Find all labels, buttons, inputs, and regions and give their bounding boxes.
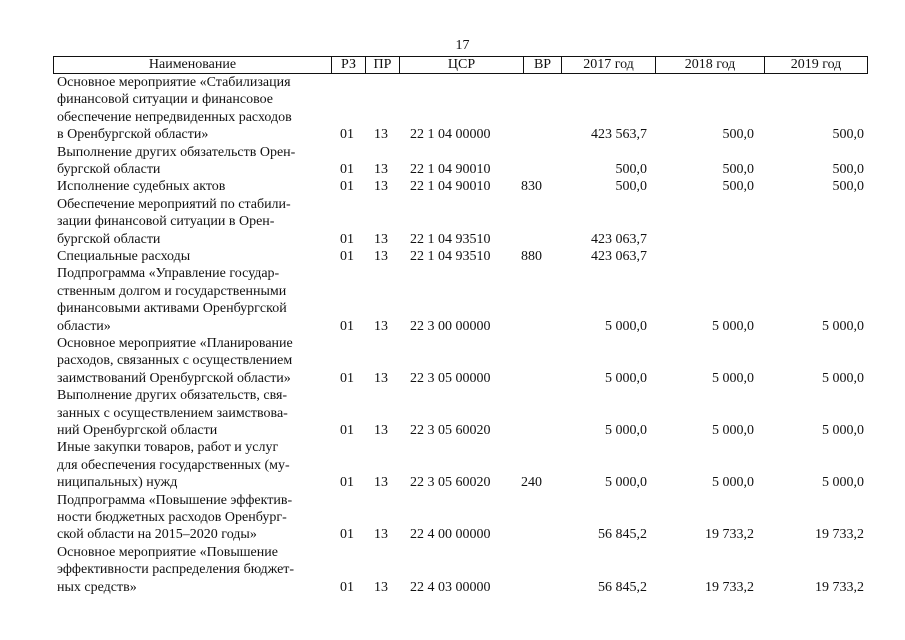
row-2018: 5 000,0 [712, 370, 754, 386]
row-name [57, 248, 319, 265]
row-2019: 19 733,2 [815, 579, 864, 595]
header-vr: ВР [524, 57, 562, 73]
row-rz: 01 [340, 231, 354, 247]
row-pr: 13 [374, 475, 388, 491]
page-number: 17 [455, 38, 470, 53]
row-2017: 56 845,2 [598, 579, 647, 595]
row-rz: 01 [340, 370, 354, 386]
header-2018: 2018 год [656, 57, 765, 73]
table-row [0, 492, 905, 544]
row-2017: 56 845,2 [598, 527, 647, 543]
row-rz: 01 [340, 527, 354, 543]
row-name-line: Иные закупки товаров, работ и услуг [57, 440, 279, 456]
row-name-line: ской области на 2015–2020 годы» [57, 527, 257, 543]
row-rz: 01 [340, 248, 354, 264]
row-name [57, 387, 319, 439]
row-pr: 13 [374, 161, 388, 177]
row-pr: 13 [374, 179, 388, 195]
row-name-line: обеспечение непредвиденных расходов [57, 109, 292, 125]
row-name-line: расходов, связанных с осуществлением [57, 353, 293, 369]
row-2018: 500,0 [722, 161, 754, 177]
row-2019: 5 000,0 [822, 475, 864, 491]
row-2017: 5 000,0 [605, 318, 647, 334]
row-name-line: Подпрограмма «Повышение эффектив- [57, 492, 293, 508]
row-name-line: ниципальных) нужд [57, 475, 178, 491]
row-name [57, 544, 319, 596]
table-row [0, 144, 905, 179]
row-2017: 500,0 [615, 179, 647, 195]
row-name-line: бургской области [57, 162, 161, 177]
row-pr: 13 [374, 318, 388, 334]
row-csr: 22 3 05 00000 [410, 370, 491, 386]
row-name-line: ных средств» [57, 579, 137, 595]
row-vr: 880 [521, 248, 542, 264]
row-2019: 19 733,2 [815, 527, 864, 543]
header-csr: ЦСР [400, 57, 524, 73]
row-name-line: ности бюджетных расходов Оренбург- [57, 510, 287, 525]
row-name-line: Специальные расходы [57, 249, 191, 264]
header-name: Наименование [54, 57, 332, 73]
row-rz: 01 [340, 127, 354, 143]
row-2019: 5 000,0 [822, 370, 864, 386]
row-name [57, 265, 319, 335]
row-name [57, 335, 319, 387]
table-row [0, 74, 905, 144]
row-csr: 22 4 00 00000 [410, 527, 491, 543]
row-csr: 22 3 05 60020 [410, 475, 491, 491]
table-row [0, 265, 905, 335]
row-2018: 500,0 [722, 179, 754, 195]
table-row [0, 544, 905, 596]
row-name-line: Подпрограмма «Управление государ- [57, 266, 280, 282]
row-2018: 500,0 [722, 127, 754, 143]
row-name-line: Выполнение других обязательств, свя- [57, 388, 288, 404]
row-2018: 19 733,2 [705, 579, 754, 595]
row-rz: 01 [340, 475, 354, 491]
row-vr: 830 [521, 179, 542, 195]
row-2017: 500,0 [615, 161, 647, 177]
row-2018: 5 000,0 [712, 475, 754, 491]
row-name-line: заимствований Оренбургской области» [57, 370, 291, 386]
row-name-line: бургской области [57, 231, 161, 247]
row-csr: 22 1 04 90010 [410, 179, 491, 195]
row-name-line: занных с осуществлением заимствова- [57, 405, 288, 421]
row-2018: 19 733,2 [705, 527, 754, 543]
row-2018: 5 000,0 [712, 318, 754, 334]
row-2019: 500,0 [832, 127, 864, 143]
row-2019: 5 000,0 [822, 318, 864, 334]
header-rz: РЗ [332, 57, 366, 73]
header-pr: ПР [366, 57, 400, 73]
row-2017: 423 063,7 [591, 231, 647, 247]
row-pr: 13 [374, 370, 388, 386]
row-name-line: ственным долгом и государственными [57, 283, 287, 299]
header-2017: 2017 год [562, 57, 656, 73]
table-row [0, 178, 905, 195]
row-2019: 5 000,0 [822, 422, 864, 438]
row-name [57, 196, 319, 248]
row-csr: 22 1 04 93510 [410, 231, 491, 247]
row-name-line: Обеспечение мероприятий по стабили- [57, 196, 291, 212]
row-name-line: в Оренбургской области» [57, 127, 209, 143]
row-rz: 01 [340, 318, 354, 334]
row-name-line: ний Оренбургской области [57, 423, 218, 438]
row-name [57, 74, 319, 144]
row-2017: 5 000,0 [605, 475, 647, 491]
row-rz: 01 [340, 422, 354, 438]
row-csr: 22 3 05 60020 [410, 422, 491, 438]
row-name-line: Основное мероприятие «Планирование [57, 336, 293, 351]
row-pr: 13 [374, 527, 388, 543]
row-csr: 22 1 04 00000 [410, 127, 491, 143]
table-row [0, 248, 905, 265]
row-name-line: для обеспечения государственных (му- [57, 457, 290, 473]
row-pr: 13 [374, 231, 388, 247]
table-row [0, 387, 905, 439]
table-row [0, 335, 905, 387]
row-2019: 500,0 [832, 179, 864, 195]
row-2017: 423 563,7 [591, 127, 647, 143]
row-name-line: эффективности распределения бюджет- [57, 562, 295, 578]
row-name-line: зации финансовой ситуации в Орен- [57, 214, 275, 230]
row-name [57, 439, 319, 491]
row-rz: 01 [340, 161, 354, 177]
row-pr: 13 [374, 127, 388, 143]
row-name-line: Основное мероприятие «Повышение [57, 544, 278, 560]
row-vr: 240 [521, 475, 542, 491]
row-name-line: финансовыми активами Оренбургской [57, 301, 287, 317]
row-rz: 01 [340, 179, 354, 195]
row-pr: 13 [374, 422, 388, 438]
row-name [57, 492, 319, 544]
row-2017: 423 063,7 [591, 248, 647, 264]
row-csr: 22 1 04 93510 [410, 248, 491, 264]
row-name-line: Выполнение других обязательств Орен- [57, 144, 296, 160]
row-pr: 13 [374, 248, 388, 264]
row-name-line: области» [57, 318, 111, 334]
row-name-line: финансовой ситуации и финансовое [57, 92, 273, 108]
row-2017: 5 000,0 [605, 422, 647, 438]
row-2019: 500,0 [832, 161, 864, 177]
row-csr: 22 1 04 90010 [410, 161, 491, 177]
row-2018: 5 000,0 [712, 422, 754, 438]
header-2019: 2019 год [790, 57, 842, 72]
table-row [0, 439, 905, 491]
row-name-line: Исполнение судебных актов [57, 179, 226, 195]
table-row [0, 196, 905, 248]
row-2017: 5 000,0 [605, 370, 647, 386]
row-rz: 01 [340, 579, 354, 595]
table-header [53, 56, 868, 74]
row-name [57, 178, 319, 195]
row-name-line: Основное мероприятие «Стабилизация [57, 75, 291, 90]
row-pr: 13 [374, 579, 388, 595]
row-csr: 22 3 00 00000 [410, 318, 491, 334]
row-csr: 22 4 03 00000 [410, 579, 491, 595]
row-name [57, 144, 319, 179]
